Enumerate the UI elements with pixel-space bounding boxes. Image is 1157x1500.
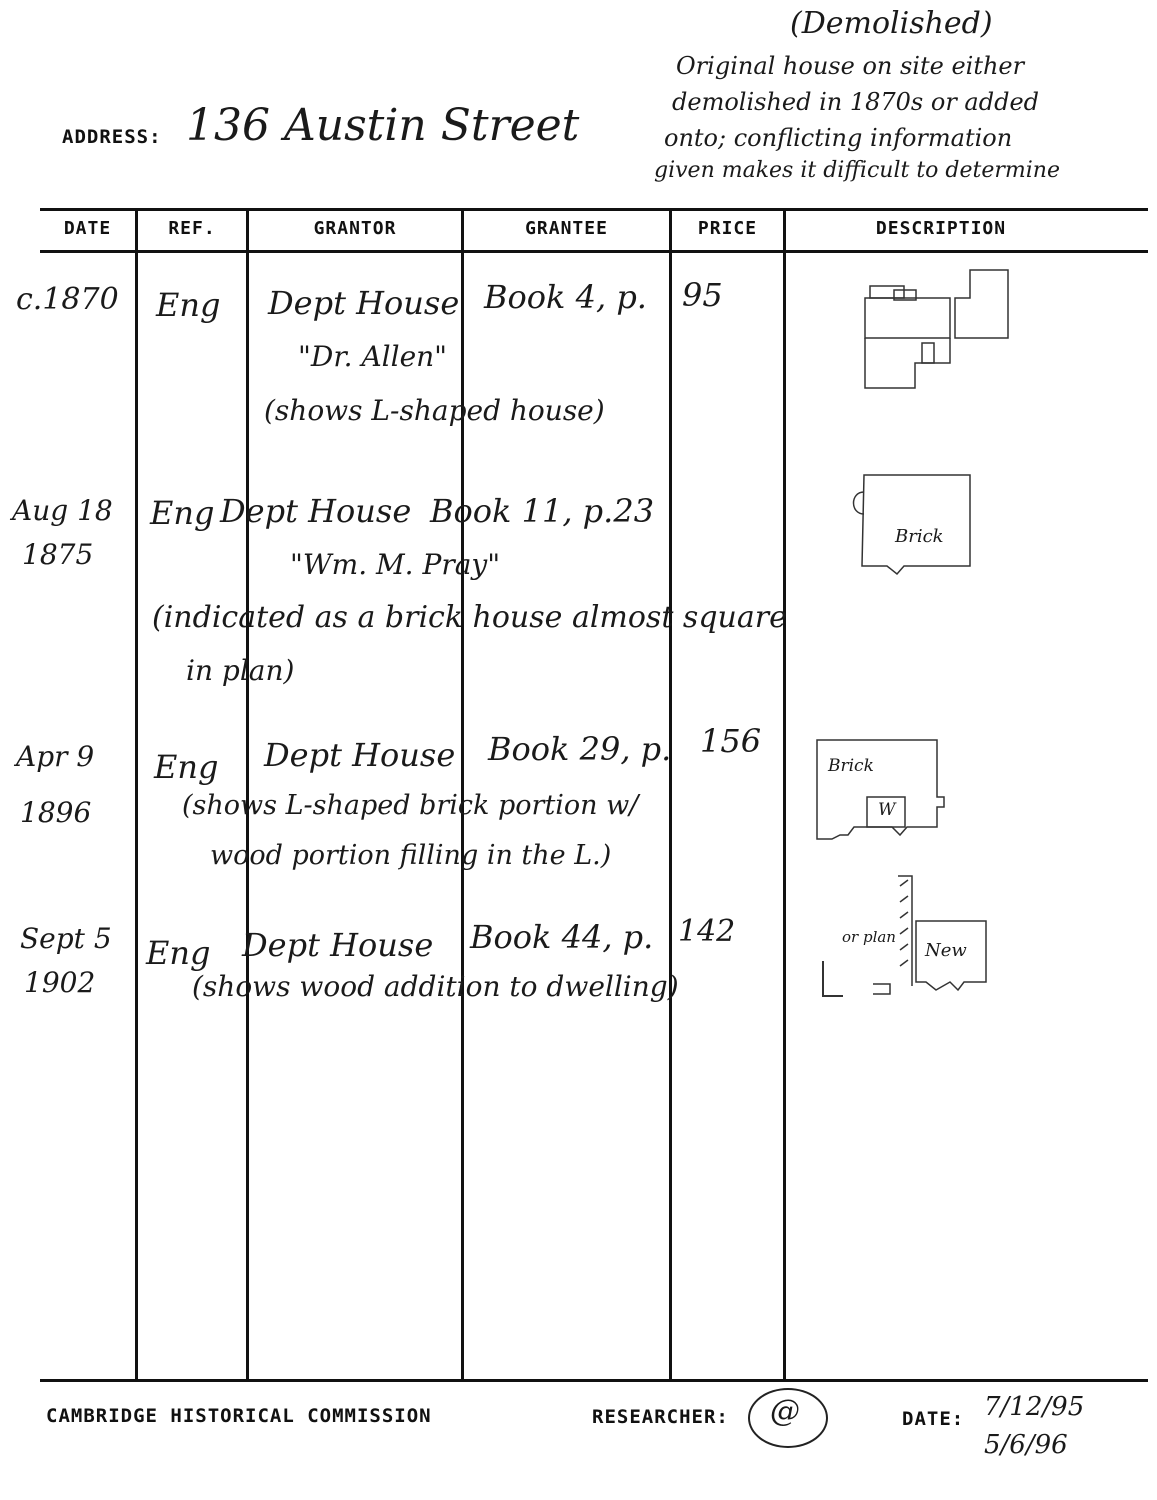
row-grantor: Dept House (242, 926, 434, 964)
row-price: 156 (700, 722, 762, 760)
row-date: c.1870 (16, 282, 119, 317)
footer-date: 5/6/96 (984, 1430, 1068, 1460)
row-date: Apr 9 (16, 740, 95, 773)
row-grantor: Dept House (264, 736, 456, 774)
sketch-label: New (925, 940, 967, 961)
commission-name: CAMBRIDGE HISTORICAL COMMISSION (46, 1405, 432, 1427)
row-grantor: Dept House (220, 492, 412, 530)
researcher-initials: @ (770, 1394, 800, 1429)
demolished-note-line: given makes it difficult to determine (654, 158, 1060, 183)
column-header-date: DATE (63, 218, 112, 239)
row-date: Sept 5 (20, 922, 112, 955)
column-divider (669, 208, 672, 1381)
row-price: 95 (682, 276, 723, 314)
sketch-label: or plan (842, 928, 896, 946)
address-label: ADDRESS: (62, 126, 162, 148)
demolished-note-line: Original house on site either (676, 52, 1025, 80)
floor-plan-sketch (812, 735, 952, 850)
row-ref: Eng (146, 934, 211, 972)
column-divider (783, 208, 786, 1381)
demolished-note-title: (Demolished) (790, 6, 993, 41)
row-note: in plan) (186, 654, 295, 687)
row-grantee: Book 11, p.23 (430, 492, 655, 530)
floor-plan-sketch (860, 268, 1010, 393)
row-note: "Dr. Allen" (298, 340, 448, 373)
row-note: (shows wood addition to dwelling) (192, 970, 679, 1003)
row-note: (shows L-shaped brick portion w/ (182, 790, 639, 821)
sketch-label: Brick (828, 756, 874, 776)
sketch-label: W (878, 800, 896, 820)
demolished-note-line: onto; conflicting information (664, 124, 1013, 152)
row-price: 142 (678, 914, 736, 949)
researcher-label: RESEARCHER: (592, 1406, 729, 1428)
row-ref: Eng (156, 286, 221, 324)
row-grantee: Book 29, p. (488, 730, 672, 768)
column-header-price: PRICE (697, 218, 758, 239)
row-date: Aug 18 (12, 494, 113, 527)
row-ref: Eng (154, 748, 219, 786)
footer-date: 7/12/95 (984, 1392, 1085, 1422)
column-divider (135, 208, 138, 1381)
row-note: (shows L-shaped house) (264, 394, 605, 427)
row-grantor: Dept House (268, 284, 460, 322)
column-header-grantee: GRANTEE (525, 218, 608, 239)
table-top-rule (40, 208, 1148, 211)
row-date: 1875 (22, 538, 94, 571)
row-grantee: Book 4, p. (484, 278, 647, 316)
sketch-label: Brick (895, 526, 944, 547)
column-header-ref: REF. (168, 218, 216, 239)
researcher-circle (748, 1388, 828, 1448)
table-bottom-rule (40, 1379, 1148, 1382)
address-value: 136 Austin Street (186, 100, 580, 151)
demolished-note-line: demolished in 1870s or added (672, 88, 1040, 116)
floor-plan-sketch (842, 470, 977, 580)
column-header-description: DESCRIPTION (875, 218, 1007, 239)
row-date: 1896 (20, 796, 92, 829)
row-date: 1902 (24, 966, 96, 999)
header-bottom-rule (40, 250, 1148, 253)
column-header-grantor: GRANTOR (313, 218, 397, 239)
date-label: DATE: (902, 1408, 965, 1430)
row-note: wood portion filling in the L.) (210, 840, 612, 871)
row-note: "Wm. M. Pray" (290, 548, 501, 581)
row-ref: Eng (150, 494, 215, 532)
row-grantee: Book 44, p. (470, 918, 654, 956)
row-note: (indicated as a brick house almost square (152, 600, 787, 635)
